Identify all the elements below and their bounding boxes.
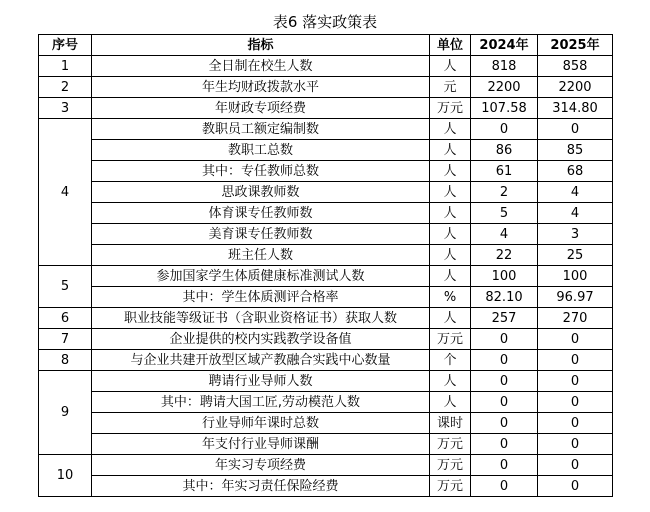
header-seq: 序号	[39, 35, 92, 56]
table-row	[39, 98, 613, 119]
value-2025-cell: 270	[538, 308, 613, 329]
seq-cell: 9	[39, 371, 92, 455]
value-2024-cell: 4	[471, 224, 538, 245]
value-2025-cell: 0	[538, 434, 613, 455]
indicator-cell: 美育课专任教师数	[92, 224, 430, 245]
indicator-cell: 教职员工额定编制数	[92, 119, 430, 140]
table-row	[39, 308, 613, 329]
indicator-cell: 其中：聘请大国工匠,劳动模范人数	[92, 392, 430, 413]
unit-cell: 人	[430, 224, 471, 245]
value-2025-cell: 100	[538, 266, 613, 287]
unit-cell: %	[430, 287, 471, 308]
table-row	[39, 224, 613, 245]
value-2024-cell: 0	[471, 476, 538, 497]
table-body	[39, 56, 613, 497]
value-2024-cell: 2200	[471, 77, 538, 98]
value-2025-cell: 0	[538, 350, 613, 371]
indicator-cell: 思政课教师数	[92, 182, 430, 203]
table-row	[39, 455, 613, 476]
value-2025-cell: 0	[538, 476, 613, 497]
indicator-cell: 聘请行业导师人数	[92, 371, 430, 392]
seq-cell: 3	[39, 98, 92, 119]
unit-cell: 万元	[430, 329, 471, 350]
indicator-cell: 职业技能等级证书（含职业资格证书）获取人数	[92, 308, 430, 329]
indicator-cell: 年实习专项经费	[92, 455, 430, 476]
unit-cell: 人	[430, 119, 471, 140]
unit-cell: 万元	[430, 455, 471, 476]
value-2024-cell: 0	[471, 329, 538, 350]
value-2025-cell: 0	[538, 413, 613, 434]
table-title: 表6 落实政策表	[272, 13, 378, 31]
unit-cell: 课时	[430, 413, 471, 434]
value-2025-cell: 314.80	[538, 98, 613, 119]
value-2024-cell: 818	[471, 56, 538, 77]
value-2025-cell: 2200	[538, 77, 613, 98]
indicator-cell: 教职工总数	[92, 140, 430, 161]
table-row	[39, 413, 613, 434]
table-row	[39, 182, 613, 203]
unit-cell: 万元	[430, 434, 471, 455]
value-2024-cell: 107.58	[471, 98, 538, 119]
indicator-cell: 企业提供的校内实践教学设备值	[92, 329, 430, 350]
seq-cell: 1	[39, 56, 92, 77]
table-row	[39, 119, 613, 140]
seq-cell: 7	[39, 329, 92, 350]
value-2024-cell: 0	[471, 392, 538, 413]
unit-cell: 人	[430, 245, 471, 266]
table-row	[39, 266, 613, 287]
value-2025-cell: 0	[538, 329, 613, 350]
unit-cell: 元	[430, 77, 471, 98]
value-2024-cell: 0	[471, 119, 538, 140]
unit-cell: 人	[430, 56, 471, 77]
value-2025-cell: 0	[538, 392, 613, 413]
value-2025-cell: 0	[538, 119, 613, 140]
value-2024-cell: 100	[471, 266, 538, 287]
indicator-cell: 其中：学生体质测评合格率	[92, 287, 430, 308]
value-2024-cell: 0	[471, 413, 538, 434]
table-row	[39, 476, 613, 497]
indicator-cell: 其中：年实习责任保险经费	[92, 476, 430, 497]
value-2024-cell: 0	[471, 455, 538, 476]
value-2025-cell: 96.97	[538, 287, 613, 308]
value-2024-cell: 5	[471, 203, 538, 224]
header-indicator: 指标	[92, 35, 430, 56]
indicator-cell: 年生均财政拨款水平	[92, 77, 430, 98]
indicator-cell: 参加国家学生体质健康标准测试人数	[92, 266, 430, 287]
value-2024-cell: 0	[471, 350, 538, 371]
unit-cell: 个	[430, 350, 471, 371]
value-2025-cell: 858	[538, 56, 613, 77]
indicator-cell: 体育课专任教师数	[92, 203, 430, 224]
policy-table	[38, 34, 613, 497]
unit-cell: 万元	[430, 476, 471, 497]
value-2025-cell: 0	[538, 455, 613, 476]
value-2025-cell: 0	[538, 371, 613, 392]
unit-cell: 万元	[430, 98, 471, 119]
value-2024-cell: 82.10	[471, 287, 538, 308]
value-2025-cell: 3	[538, 224, 613, 245]
table-row	[39, 77, 613, 98]
unit-cell: 人	[430, 140, 471, 161]
table-row	[39, 350, 613, 371]
seq-cell: 6	[39, 308, 92, 329]
table-row	[39, 392, 613, 413]
value-2025-cell: 85	[538, 140, 613, 161]
unit-cell: 人	[430, 161, 471, 182]
table-row	[39, 434, 613, 455]
seq-cell: 8	[39, 350, 92, 371]
value-2024-cell: 0	[471, 434, 538, 455]
seq-cell: 4	[39, 119, 92, 266]
value-2025-cell: 68	[538, 161, 613, 182]
table-row	[39, 329, 613, 350]
value-2024-cell: 257	[471, 308, 538, 329]
indicator-cell: 年财政专项经费	[92, 98, 430, 119]
table-row	[39, 245, 613, 266]
table-row	[39, 161, 613, 182]
indicator-cell: 年支付行业导师课酬	[92, 434, 430, 455]
unit-cell: 人	[430, 308, 471, 329]
unit-cell: 人	[430, 182, 471, 203]
value-2025-cell: 4	[538, 203, 613, 224]
value-2025-cell: 4	[538, 182, 613, 203]
header-unit: 单位	[430, 35, 471, 56]
seq-cell: 10	[39, 455, 92, 497]
unit-cell: 人	[430, 266, 471, 287]
header-row	[39, 35, 613, 56]
value-2024-cell: 2	[471, 182, 538, 203]
unit-cell: 人	[430, 203, 471, 224]
indicator-cell: 行业导师年课时总数	[92, 413, 430, 434]
table-row	[39, 371, 613, 392]
header-2024: 2024年	[471, 35, 538, 56]
seq-cell: 2	[39, 77, 92, 98]
unit-cell: 人	[430, 371, 471, 392]
table-row	[39, 140, 613, 161]
value-2024-cell: 22	[471, 245, 538, 266]
table-row	[39, 56, 613, 77]
value-2024-cell: 86	[471, 140, 538, 161]
value-2025-cell: 25	[538, 245, 613, 266]
header-2025: 2025年	[538, 35, 613, 56]
indicator-cell: 全日制在校生人数	[92, 56, 430, 77]
table-row	[39, 203, 613, 224]
table-row	[39, 287, 613, 308]
unit-cell: 人	[430, 392, 471, 413]
value-2024-cell: 61	[471, 161, 538, 182]
indicator-cell: 其中：专任教师总数	[92, 161, 430, 182]
value-2024-cell: 0	[471, 371, 538, 392]
indicator-cell: 与企业共建开放型区域产教融合实践中心数量	[92, 350, 430, 371]
seq-cell: 5	[39, 266, 92, 308]
indicator-cell: 班主任人数	[92, 245, 430, 266]
